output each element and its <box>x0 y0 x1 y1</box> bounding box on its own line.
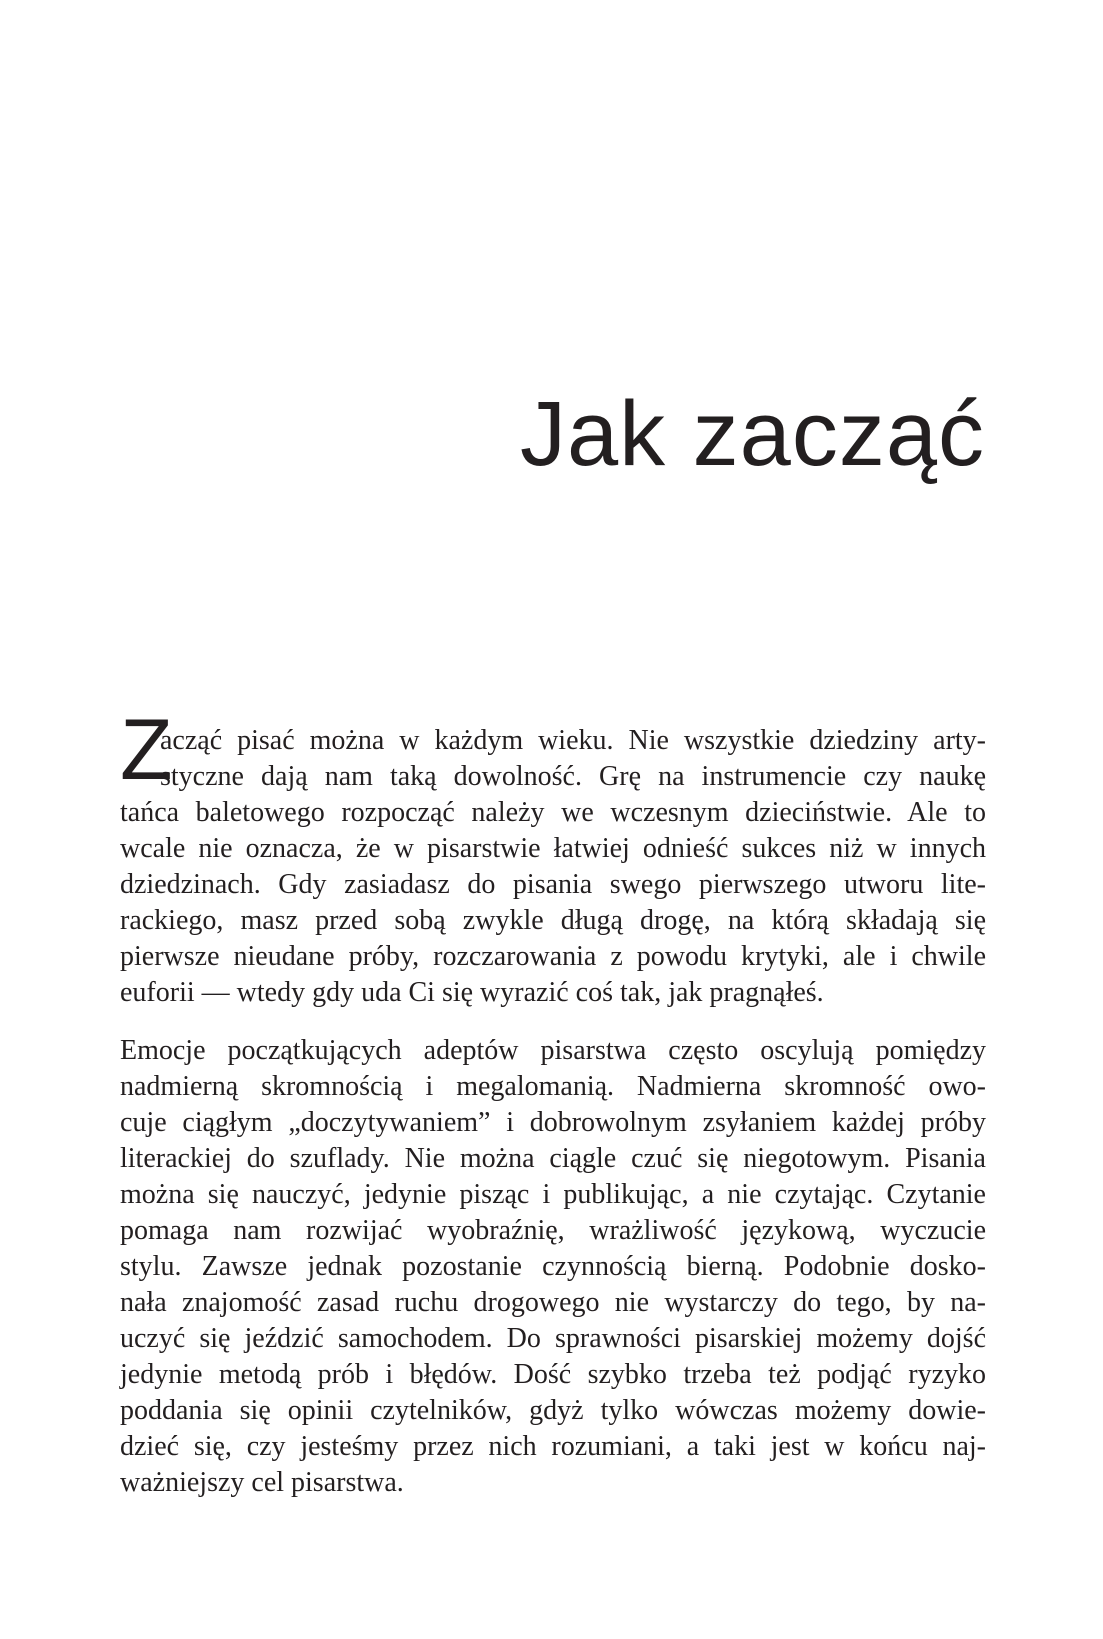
text-line: pierwsze nieudane próby, rozczarowania z powodu krytyki, ale i chwile <box>120 941 986 972</box>
text-line: wcale nie oznacza, że w pisarstwie łatwiej odnieść sukces niż w innych <box>120 833 986 864</box>
paragraph-2 <box>120 1033 986 1501</box>
text-line: styczne dają nam taką dowolność. Grę na instrumencie czy naukę <box>160 761 986 792</box>
text-line: poddania się opinii czytelników, gdyż tylko wówczas możemy dowie- <box>120 1395 986 1426</box>
text-line: rackiego, masz przed sobą zwykle długą drogę, na którą składają się <box>120 905 986 936</box>
text-line: euforii — wtedy gdy uda Ci się wyrazić coś tak, jak pragnąłeś. <box>120 977 824 1008</box>
text-line: literackiej do szuflady. Nie można ciągle czuć się niegotowym. Pisania <box>120 1143 986 1174</box>
text-line: stylu. Zawsze jednak pozostanie czynnością bierną. Podobnie dosko- <box>120 1251 986 1282</box>
drop-cap: Z <box>120 702 173 798</box>
text-line: cuje ciągłym „doczytywaniem” i dobrowolnym zsyłaniem każdej próby <box>120 1107 986 1138</box>
text-line: dziedzinach. Gdy zasiadasz do pisania swego pierwszego utworu lite- <box>120 869 986 900</box>
chapter-title: Jak zacząć <box>519 383 985 485</box>
text-line: ważniejszy cel pisarstwa. <box>120 1467 404 1498</box>
text-line: jedynie metodą prób i błędów. Dość szybko trzeba też podjąć ryzyko <box>120 1359 986 1390</box>
text-line: pomaga nam rozwijać wyobraźnię, wrażliwość językową, wyczucie <box>120 1215 986 1246</box>
text-line: nadmierną skromnością i megalomanią. Nadmierna skromność owo- <box>120 1071 986 1102</box>
text-line: nała znajomość zasad ruchu drogowego nie wystarczy do tego, by na- <box>120 1287 986 1318</box>
text-line: dzieć się, czy jesteśmy przez nich rozumiani, a taki jest w końcu naj- <box>120 1431 986 1462</box>
text-line: Emocje początkujących adeptów pisarstwa często oscylują pomiędzy <box>120 1035 986 1066</box>
text-line: można się nauczyć, jedynie pisząc i publikując, a nie czytając. Czytanie <box>120 1179 986 1210</box>
text-line: acząć pisać można w każdym wieku. Nie wszystkie dziedziny arty- <box>160 725 986 756</box>
text-line: tańca baletowego rozpocząć należy we wczesnym dzieciństwie. Ale to <box>120 797 986 828</box>
text-line: uczyć się jeździć samochodem. Do sprawności pisarskiej możemy dojść <box>120 1323 986 1354</box>
paragraph-1 <box>120 723 986 1011</box>
